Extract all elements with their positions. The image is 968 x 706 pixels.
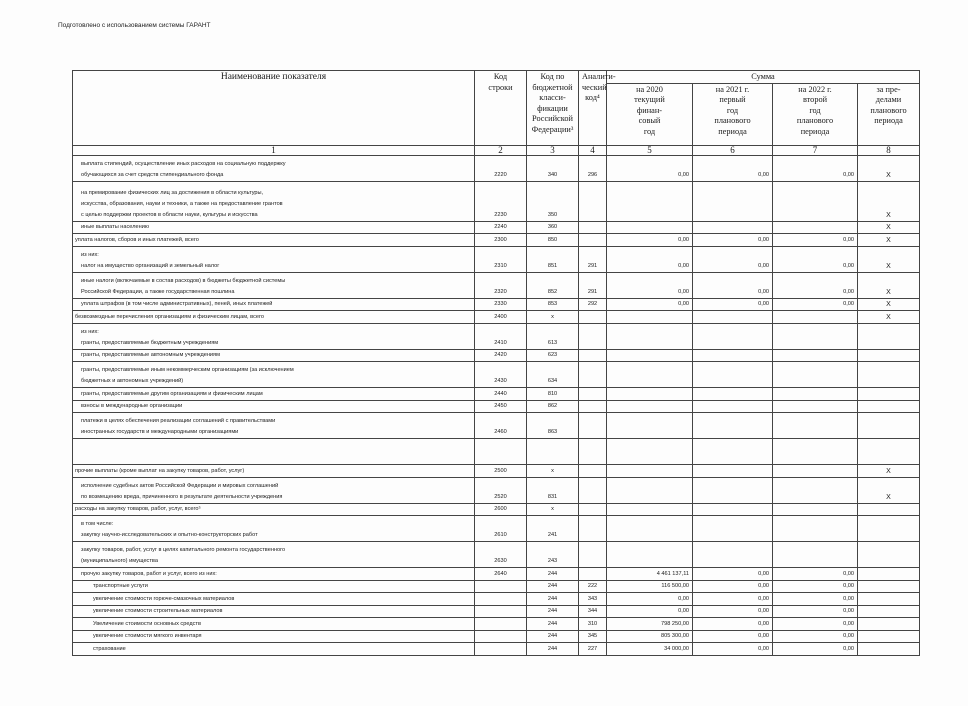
row-beyond xyxy=(858,605,920,618)
row-name: гранты, предоставляемые другим организациям и физическим лицам xyxy=(73,388,475,401)
row-sum-2022: 0,00 xyxy=(773,155,858,181)
row-sum-2022 xyxy=(773,516,858,542)
row-sum-2020 xyxy=(607,311,693,324)
row-sum-2021: 0,00 xyxy=(693,298,773,311)
table-row xyxy=(73,234,920,247)
row-sum-2022 xyxy=(773,311,858,324)
row-sum-2021 xyxy=(693,542,773,568)
table-row xyxy=(73,246,920,272)
table-row xyxy=(73,439,920,465)
row-sum-2021: 0,00 xyxy=(693,272,773,298)
table-row xyxy=(73,477,920,503)
row-sum-2020: 805 300,00 xyxy=(607,630,693,643)
row-beyond xyxy=(858,503,920,516)
row-sum-2022: 0,00 xyxy=(773,246,858,272)
row-sum-2022: 0,00 xyxy=(773,234,858,247)
row-beyond xyxy=(858,439,920,465)
row-code: 2610 xyxy=(475,516,527,542)
row-analytic-code xyxy=(579,465,607,478)
row-bk-code: 853 xyxy=(527,298,579,311)
row-beyond: X xyxy=(858,155,920,181)
column-number-2: 2 xyxy=(475,145,527,155)
row-beyond xyxy=(858,580,920,593)
row-bk-code: 852 xyxy=(527,272,579,298)
row-bk-code: x xyxy=(527,503,579,516)
row-name: транспортные услуги xyxy=(73,580,475,593)
row-sum-2021: 0,00 xyxy=(693,630,773,643)
row-sum-2021: 0,00 xyxy=(693,155,773,181)
row-sum-2022: 0,00 xyxy=(773,618,858,631)
row-sum-2022 xyxy=(773,221,858,234)
row-sum-2021 xyxy=(693,323,773,349)
row-sum-2021: 0,00 xyxy=(693,593,773,606)
row-sum-2021: 0,00 xyxy=(693,234,773,247)
row-bk-code: x xyxy=(527,465,579,478)
row-bk-code: 244 xyxy=(527,568,579,581)
row-sum-2020 xyxy=(607,349,693,362)
row-sum-2021 xyxy=(693,311,773,324)
row-analytic-code xyxy=(579,516,607,542)
row-bk-code: 360 xyxy=(527,221,579,234)
row-bk-code: 244 xyxy=(527,593,579,606)
row-code xyxy=(475,439,527,465)
row-sum-2021 xyxy=(693,439,773,465)
row-beyond xyxy=(858,516,920,542)
header-beyond: за пре- делами планового периода xyxy=(858,83,920,145)
row-name: исполнение судебных актов Российской Федерации и мировых соглашений по возмещению вреда, причиненного в результате деятельности учреждения xyxy=(73,477,475,503)
row-bk-code: 244 xyxy=(527,618,579,631)
row-sum-2020: 0,00 xyxy=(607,246,693,272)
row-sum-2020 xyxy=(607,503,693,516)
header-code-bk: Код по бюджетной класси- фикации Российской Федерации³ xyxy=(527,71,579,146)
row-code: 2430 xyxy=(475,362,527,388)
row-name: из них: налог на имущество организаций и земельный налог xyxy=(73,246,475,272)
row-beyond xyxy=(858,349,920,362)
row-sum-2021: 0,00 xyxy=(693,246,773,272)
row-analytic-code xyxy=(579,413,607,439)
row-sum-2020 xyxy=(607,221,693,234)
row-sum-2020 xyxy=(607,362,693,388)
table-row xyxy=(73,465,920,478)
row-sum-2020 xyxy=(607,181,693,221)
row-code: 2400 xyxy=(475,311,527,324)
row-sum-2020: 798 250,00 xyxy=(607,618,693,631)
row-name: уплата налогов, сборов и иных платежей, всего xyxy=(73,234,475,247)
column-number-6: 6 xyxy=(693,145,773,155)
table-row xyxy=(73,181,920,221)
table-row xyxy=(73,413,920,439)
row-name: прочие выплаты (кроме выплат на закупку товаров, работ, услуг) xyxy=(73,465,475,478)
header-analytic: Аналити- ческий код⁴ xyxy=(579,71,607,146)
row-sum-2022: 0,00 xyxy=(773,272,858,298)
row-beyond xyxy=(858,323,920,349)
row-bk-code: 831 xyxy=(527,477,579,503)
row-sum-2022 xyxy=(773,388,858,401)
row-bk-code: 623 xyxy=(527,349,579,362)
row-beyond: X xyxy=(858,221,920,234)
table-row xyxy=(73,568,920,581)
row-beyond xyxy=(858,362,920,388)
row-code: 2460 xyxy=(475,413,527,439)
row-code: 2410 xyxy=(475,323,527,349)
row-beyond: X xyxy=(858,272,920,298)
row-sum-2020: 0,00 xyxy=(607,298,693,311)
table-row xyxy=(73,580,920,593)
row-name: гранты, предоставляемые иным некоммерческим организациям (за исключением бюджетных и автономных учреждений) xyxy=(73,362,475,388)
row-beyond xyxy=(858,542,920,568)
row-code: 2310 xyxy=(475,246,527,272)
row-beyond xyxy=(858,643,920,656)
row-sum-2020: 0,00 xyxy=(607,272,693,298)
row-name: увеличение стоимости горюче-смазочных материалов xyxy=(73,593,475,606)
row-code xyxy=(475,643,527,656)
row-beyond xyxy=(858,630,920,643)
row-analytic-code xyxy=(579,323,607,349)
row-analytic-code xyxy=(579,388,607,401)
column-number-5: 5 xyxy=(607,145,693,155)
row-bk-code: 810 xyxy=(527,388,579,401)
row-code: 2220 xyxy=(475,155,527,181)
row-analytic-code xyxy=(579,400,607,413)
table-row xyxy=(73,516,920,542)
row-analytic-code xyxy=(579,477,607,503)
row-bk-code: 244 xyxy=(527,643,579,656)
row-sum-2021: 0,00 xyxy=(693,643,773,656)
row-bk-code: 850 xyxy=(527,234,579,247)
row-code xyxy=(475,618,527,631)
row-code: 2320 xyxy=(475,272,527,298)
row-sum-2021: 0,00 xyxy=(693,580,773,593)
table-row xyxy=(73,542,920,568)
row-beyond: X xyxy=(858,181,920,221)
table-row xyxy=(73,298,920,311)
row-sum-2020: 0,00 xyxy=(607,155,693,181)
row-code: 2330 xyxy=(475,298,527,311)
row-code: 2640 xyxy=(475,568,527,581)
row-analytic-code xyxy=(579,542,607,568)
row-bk-code: 350 xyxy=(527,181,579,221)
table-row xyxy=(73,643,920,656)
row-name: страхование xyxy=(73,643,475,656)
row-analytic-code xyxy=(579,349,607,362)
row-name: иные налоги (включаемые в состав расходов) в бюджеты бюджетной системы Российской Федерации, а также государственная пошлина xyxy=(73,272,475,298)
row-sum-2020: 0,00 xyxy=(607,593,693,606)
row-analytic-code: 344 xyxy=(579,605,607,618)
table-row xyxy=(73,362,920,388)
row-sum-2022 xyxy=(773,542,858,568)
row-sum-2020 xyxy=(607,413,693,439)
row-analytic-code: 343 xyxy=(579,593,607,606)
row-sum-2021: 0,00 xyxy=(693,568,773,581)
row-analytic-code xyxy=(579,503,607,516)
row-beyond: X xyxy=(858,298,920,311)
row-code: 2420 xyxy=(475,349,527,362)
column-number-3: 3 xyxy=(527,145,579,155)
header-2022: на 2022 г. второй год планового периода xyxy=(773,83,858,145)
row-beyond: X xyxy=(858,477,920,503)
row-beyond xyxy=(858,593,920,606)
row-sum-2022: 0,00 xyxy=(773,568,858,581)
row-sum-2020: 0,00 xyxy=(607,234,693,247)
row-sum-2021 xyxy=(693,477,773,503)
row-beyond: X xyxy=(858,246,920,272)
row-name: иные выплаты населению xyxy=(73,221,475,234)
row-code xyxy=(475,605,527,618)
column-number-4: 4 xyxy=(579,145,607,155)
row-bk-code: 241 xyxy=(527,516,579,542)
table-row xyxy=(73,388,920,401)
row-name: в том числе: закупку научно-исследовательских и опытно-конструкторских работ xyxy=(73,516,475,542)
row-beyond: X xyxy=(858,234,920,247)
prepared-note: Подготовлено с использованием системы ГАРАНТ xyxy=(58,22,211,29)
table-row xyxy=(73,272,920,298)
row-bk-code: 613 xyxy=(527,323,579,349)
row-sum-2022: 0,00 xyxy=(773,605,858,618)
row-code xyxy=(475,593,527,606)
row-bk-code: 244 xyxy=(527,605,579,618)
column-numbers-row xyxy=(73,145,920,155)
row-analytic-code: 345 xyxy=(579,630,607,643)
row-code: 2300 xyxy=(475,234,527,247)
row-name xyxy=(73,439,475,465)
row-code: 2600 xyxy=(475,503,527,516)
row-sum-2022 xyxy=(773,439,858,465)
row-sum-2020 xyxy=(607,465,693,478)
table-row xyxy=(73,593,920,606)
row-sum-2022: 0,00 xyxy=(773,643,858,656)
row-analytic-code xyxy=(579,221,607,234)
table-row xyxy=(73,605,920,618)
row-sum-2020 xyxy=(607,516,693,542)
row-name: безвозмездные перечисления организациям и физическим лицам, всего xyxy=(73,311,475,324)
row-sum-2020: 0,00 xyxy=(607,605,693,618)
row-code: 2500 xyxy=(475,465,527,478)
row-bk-code: 851 xyxy=(527,246,579,272)
row-sum-2020 xyxy=(607,477,693,503)
row-beyond xyxy=(858,568,920,581)
row-bk-code: 244 xyxy=(527,580,579,593)
row-sum-2021 xyxy=(693,400,773,413)
row-bk-code: 340 xyxy=(527,155,579,181)
row-analytic-code xyxy=(579,311,607,324)
row-name: уплата штрафов (в том числе административных), пеней, иных платежей xyxy=(73,298,475,311)
row-analytic-code xyxy=(579,362,607,388)
table-row xyxy=(73,323,920,349)
row-name: гранты, предоставляемые автономным учреждениям xyxy=(73,349,475,362)
row-analytic-code xyxy=(579,439,607,465)
row-sum-2020 xyxy=(607,542,693,568)
row-analytic-code xyxy=(579,181,607,221)
row-analytic-code xyxy=(579,568,607,581)
row-beyond xyxy=(858,388,920,401)
row-analytic-code xyxy=(579,234,607,247)
column-number-7: 7 xyxy=(773,145,858,155)
row-sum-2020 xyxy=(607,323,693,349)
row-beyond xyxy=(858,400,920,413)
row-sum-2021: 0,00 xyxy=(693,605,773,618)
row-code: 2230 xyxy=(475,181,527,221)
row-sum-2020: 4 461 137,11 xyxy=(607,568,693,581)
row-sum-2021 xyxy=(693,181,773,221)
table-row xyxy=(73,311,920,324)
row-code xyxy=(475,580,527,593)
row-sum-2021 xyxy=(693,503,773,516)
row-bk-code: 863 xyxy=(527,413,579,439)
row-code: 2440 xyxy=(475,388,527,401)
row-sum-2020: 116 500,00 xyxy=(607,580,693,593)
row-bk-code xyxy=(527,439,579,465)
row-bk-code: 243 xyxy=(527,542,579,568)
row-bk-code: 634 xyxy=(527,362,579,388)
row-sum-2022 xyxy=(773,181,858,221)
row-sum-2022 xyxy=(773,323,858,349)
row-sum-2021 xyxy=(693,465,773,478)
row-sum-2020 xyxy=(607,388,693,401)
row-beyond: X xyxy=(858,465,920,478)
row-name: увеличение стоимости мягкого инвентаря xyxy=(73,630,475,643)
plan-table xyxy=(72,70,920,656)
row-bk-code: 862 xyxy=(527,400,579,413)
row-sum-2021: 0,00 xyxy=(693,618,773,631)
column-number-1: 1 xyxy=(73,145,475,155)
row-sum-2021 xyxy=(693,221,773,234)
row-analytic-code: 310 xyxy=(579,618,607,631)
header-2021: на 2021 г. первый год планового периода xyxy=(693,83,773,145)
row-sum-2022 xyxy=(773,477,858,503)
table-row xyxy=(73,630,920,643)
row-name: закупку товаров, работ, услуг в целях капитального ремонта государственного (муниципального) имущества xyxy=(73,542,475,568)
row-sum-2020 xyxy=(607,400,693,413)
table-row xyxy=(73,221,920,234)
row-sum-2021 xyxy=(693,413,773,439)
row-sum-2021 xyxy=(693,362,773,388)
row-sum-2022: 0,00 xyxy=(773,298,858,311)
row-sum-2021 xyxy=(693,516,773,542)
table-row xyxy=(73,618,920,631)
table-row xyxy=(73,503,920,516)
row-analytic-code: 292 xyxy=(579,298,607,311)
row-code: 2240 xyxy=(475,221,527,234)
row-sum-2022 xyxy=(773,503,858,516)
row-sum-2022 xyxy=(773,465,858,478)
header-name: Наименование показателя xyxy=(73,71,475,146)
row-sum-2022 xyxy=(773,400,858,413)
row-code: 2520 xyxy=(475,477,527,503)
row-analytic-code: 291 xyxy=(579,246,607,272)
row-analytic-code: 227 xyxy=(579,643,607,656)
row-bk-code: 244 xyxy=(527,630,579,643)
row-name: расходы на закупку товаров, работ, услуг, всего⁵ xyxy=(73,503,475,516)
header-2020: на 2020 текущий финан- совый год xyxy=(607,83,693,145)
row-name: увеличение стоимости строительных материалов xyxy=(73,605,475,618)
row-analytic-code: 296 xyxy=(579,155,607,181)
column-number-8: 8 xyxy=(858,145,920,155)
row-name: Увеличение стоимости основных средств xyxy=(73,618,475,631)
row-analytic-code: 222 xyxy=(579,580,607,593)
row-name: выплата стипендий, осуществление иных расходов на социальную поддержку обучающихся за счет средств стипендиального фонда xyxy=(73,155,475,181)
header-sum: Сумма xyxy=(607,71,920,84)
row-sum-2022 xyxy=(773,362,858,388)
row-name: взносы в международные организации xyxy=(73,400,475,413)
row-analytic-code: 291 xyxy=(579,272,607,298)
row-beyond xyxy=(858,413,920,439)
table-row xyxy=(73,349,920,362)
row-code: 2630 xyxy=(475,542,527,568)
row-sum-2022: 0,00 xyxy=(773,593,858,606)
row-sum-2022 xyxy=(773,413,858,439)
row-sum-2022: 0,00 xyxy=(773,630,858,643)
row-name: из них: гранты, предоставляемые бюджетным учреждениям xyxy=(73,323,475,349)
row-name: платежи в целях обеспечения реализации соглашений с правительствами иностранных государств и международными организациями xyxy=(73,413,475,439)
row-sum-2021 xyxy=(693,388,773,401)
row-code xyxy=(475,630,527,643)
row-sum-2020: 34 000,00 xyxy=(607,643,693,656)
row-code: 2450 xyxy=(475,400,527,413)
table-row xyxy=(73,400,920,413)
row-beyond: X xyxy=(858,311,920,324)
row-sum-2022 xyxy=(773,349,858,362)
row-name: на премирование физических лиц за достижения в области культуры, искусства, образования, науки и техники, а также на предоставление грантов с целью поддержки проектов в области науки, культуры и искусства xyxy=(73,181,475,221)
table-row xyxy=(73,155,920,181)
row-sum-2021 xyxy=(693,349,773,362)
header-code-row: Код строки xyxy=(475,71,527,146)
row-sum-2022: 0,00 xyxy=(773,580,858,593)
row-name: прочую закупку товаров, работ и услуг, всего из них: xyxy=(73,568,475,581)
row-bk-code: x xyxy=(527,311,579,324)
row-beyond xyxy=(858,618,920,631)
row-sum-2020 xyxy=(607,439,693,465)
